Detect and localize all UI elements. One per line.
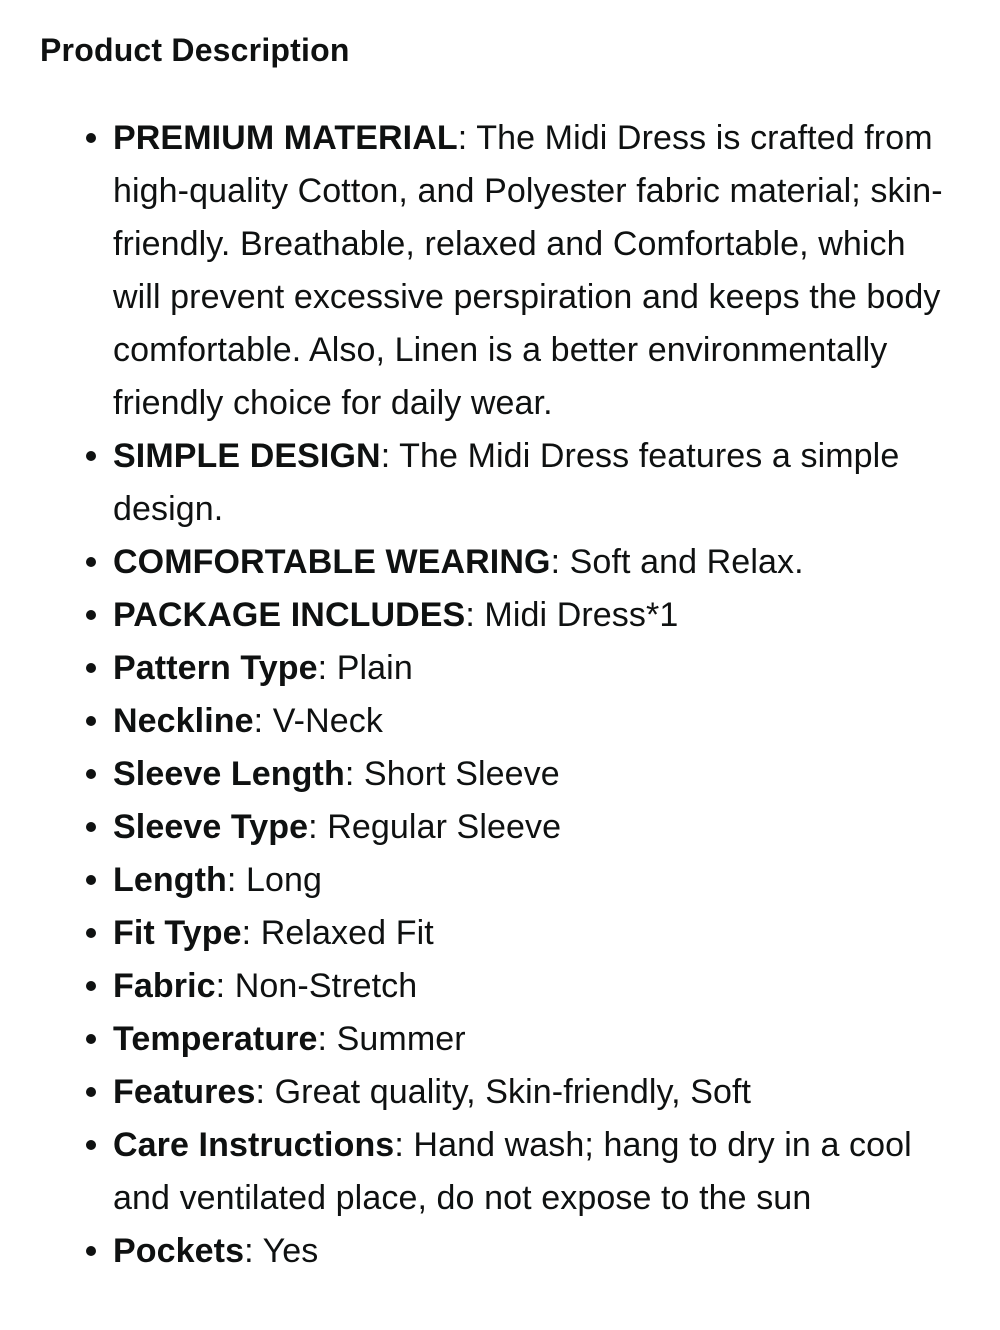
bullet-item (113, 1066, 948, 1119)
bullet-value: Non-Stretch (234, 967, 418, 1005)
bullet-separator: : (244, 1232, 263, 1270)
bullet-label: Length (113, 861, 227, 899)
bullet-separator: : (215, 967, 235, 1005)
bullet-item (113, 907, 948, 960)
bullet-separator: : (465, 596, 485, 634)
bullet-label: Fit Type (113, 914, 242, 952)
bullet-separator: : (380, 437, 400, 475)
bullet-label: Pockets (113, 1232, 245, 1270)
bullet-label: Features (113, 1073, 256, 1111)
bullet-separator: : (253, 702, 273, 740)
bullet-label: Fabric (113, 967, 216, 1005)
bullet-value: Soft and Relax. (569, 543, 804, 581)
bullet-value: Hand wash; hang to dry in a cool and ventilated place, do not expose to the sun (113, 1126, 912, 1217)
bullet-label: PACKAGE INCLUDES (113, 596, 466, 634)
bullet-item (113, 695, 948, 748)
bullet-separator: : (255, 1073, 275, 1111)
bullet-item (113, 1225, 948, 1278)
bullet-value: Regular Sleeve (327, 808, 562, 846)
bullet-item (113, 1013, 948, 1066)
bullet-value: Midi Dress*1 (484, 596, 679, 634)
bullet-value: Great quality, Skin-friendly, Soft (274, 1073, 752, 1111)
bullet-separator: : (394, 1126, 414, 1164)
bullet-value: V-Neck (272, 702, 383, 740)
bullet-item (113, 112, 948, 430)
bullet-label: Care Instructions (113, 1126, 395, 1164)
bullet-separator: : (550, 543, 570, 581)
section-title: Product Description (40, 32, 350, 68)
bullet-item (113, 430, 948, 536)
bullet-value: Yes (262, 1232, 319, 1270)
bullet-separator: : (457, 119, 477, 157)
bullet-value: Long (246, 861, 323, 899)
bullet-label: PREMIUM MATERIAL (113, 119, 458, 157)
bullet-label: Temperature (113, 1020, 318, 1058)
bullet-value: Short Sleeve (363, 755, 560, 793)
bullet-label: SIMPLE DESIGN (113, 437, 381, 475)
bullet-separator: : (226, 861, 246, 899)
bullet-label: Neckline (113, 702, 254, 740)
bullet-label: COMFORTABLE WEARING (113, 543, 551, 581)
bullet-value: Plain (336, 649, 413, 687)
bullet-separator: : (344, 755, 364, 793)
bullet-value: Relaxed Fit (260, 914, 434, 952)
bullet-item (113, 589, 948, 642)
bullet-item (113, 642, 948, 695)
bullet-item (113, 854, 948, 907)
bullet-item (113, 536, 948, 589)
bullet-separator: : (241, 914, 261, 952)
bullet-separator: : (317, 649, 337, 687)
product-bullet-list (40, 112, 948, 1278)
bullet-item (113, 748, 948, 801)
bullet-item (113, 960, 948, 1013)
bullet-value: The Midi Dress is crafted from high-quality Cotton, and Polyester fabric material; skin-friendly. Breathable, relaxed and Comfortable, which will prevent excessive perspiration and keeps the body comfortable. Also, Linen is a better environmentally friendly choice for daily wear. (113, 119, 943, 422)
bullet-value: Summer (336, 1020, 466, 1058)
bullet-separator: : (308, 808, 328, 846)
bullet-label: Pattern Type (113, 649, 318, 687)
bullet-item (113, 801, 948, 854)
bullet-label: Sleeve Length (113, 755, 345, 793)
bullet-item (113, 1119, 948, 1225)
bullet-value: The Midi Dress features a simple design. (113, 437, 900, 528)
bullet-separator: : (317, 1020, 337, 1058)
bullet-label: Sleeve Type (113, 808, 309, 846)
